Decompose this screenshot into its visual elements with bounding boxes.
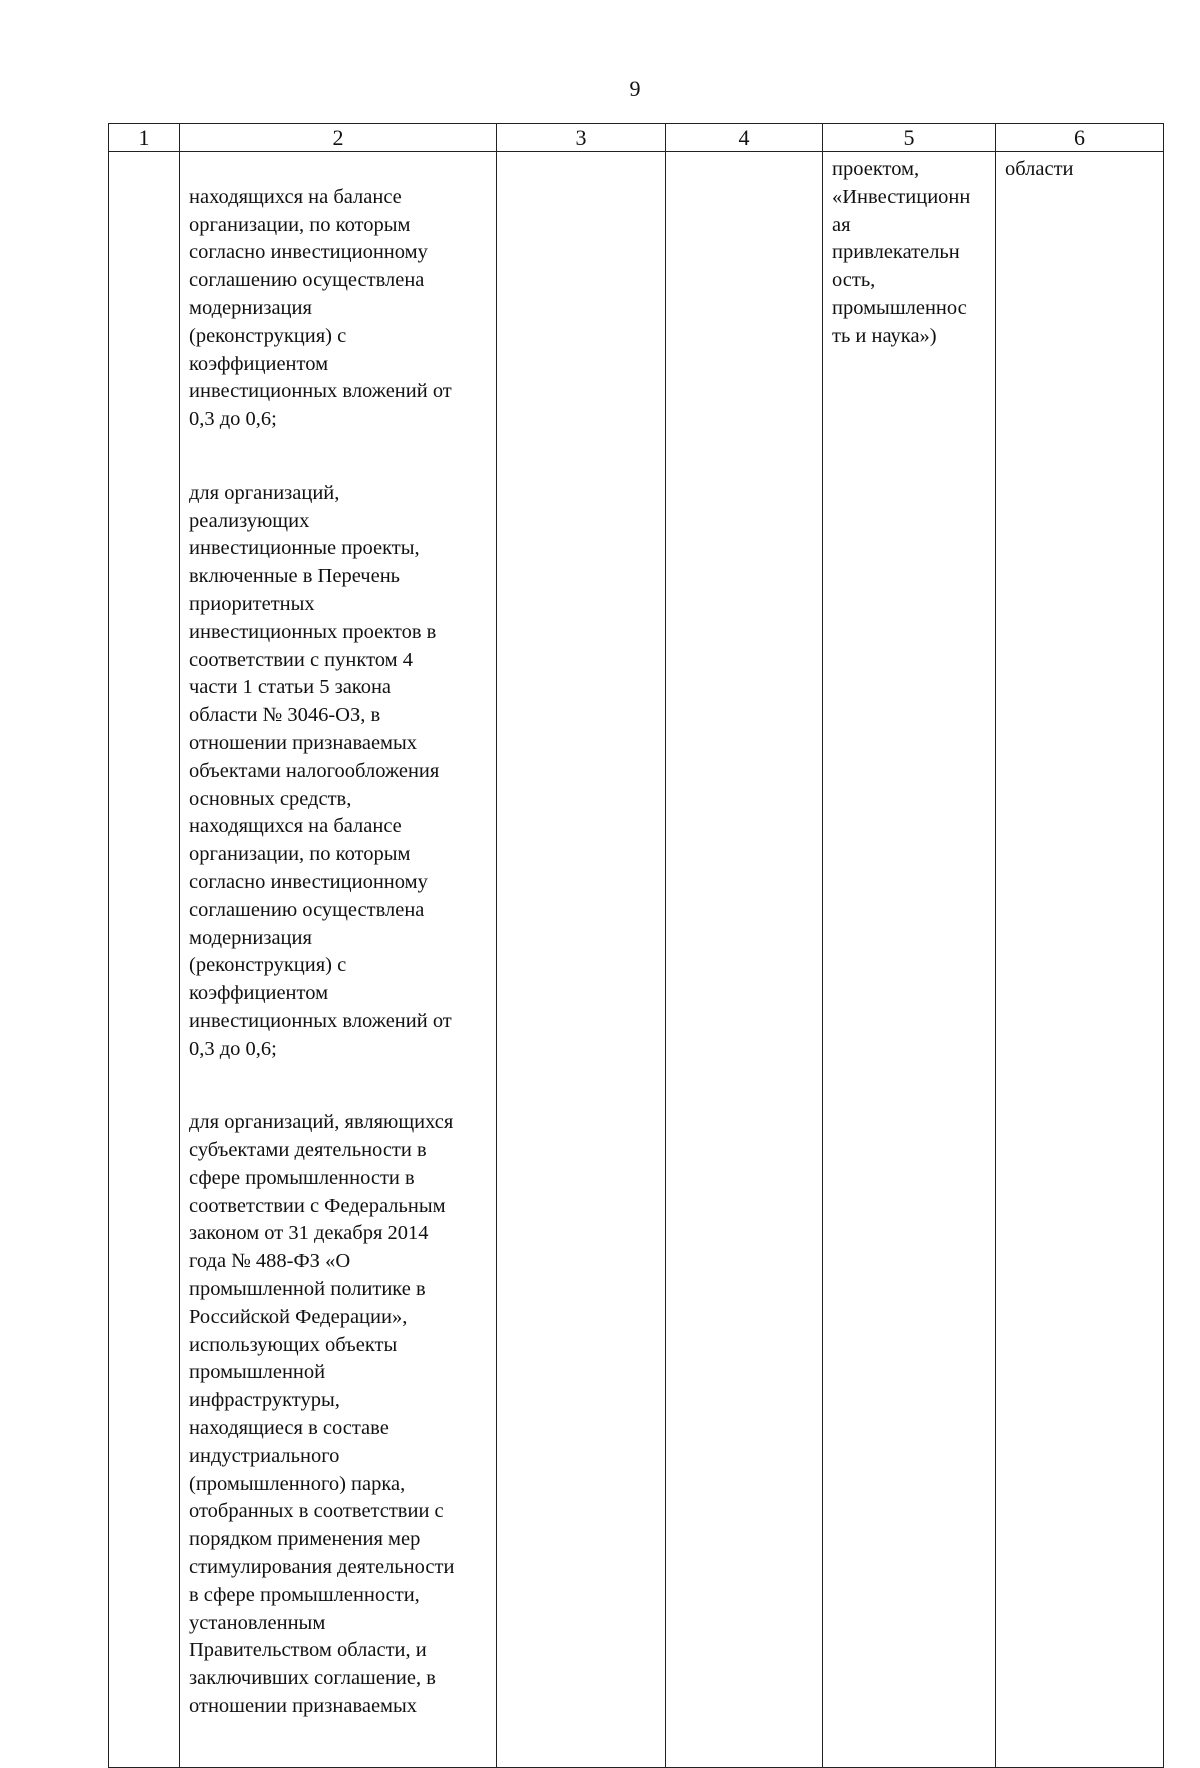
col2-content <box>180 152 496 1767</box>
cell-col-2 <box>180 152 497 1768</box>
table-row <box>109 152 1164 1768</box>
cell-col-6 <box>996 152 1164 1768</box>
table-header-row <box>109 124 1164 152</box>
column-header-4: 4 <box>666 124 823 152</box>
col5-text: проектом, «Инвестиционн ая привлекательн ость, промышленнос ть и наука») <box>832 158 971 347</box>
col2-paragraph-3: для организаций, являющихся субъектами деятельности в сфере промышленности в соответствии с Федеральным законом от 31 декабря 2014 года № 488-ФЗ «О промышленной политике в Российской Федерации», использующих объекты промышленной инфраструктуры, находящиеся в составе индустриального (промышленного) парка, отобранных в соответствии с порядком применения мер стимулирования деятельности в сфере промышленности, установленным Правительством области, и заключивших соглашение, в отношении признаваемых <box>189 1111 455 1718</box>
cell-col-3 <box>497 152 666 1768</box>
col2-paragraph-1: находящихся на балансе организации, по которым согласно инвестиционному соглашению осуществлена модернизация (реконструкция) с коэффициентом инвестиционных вложений от 0,3 до 0,6; <box>189 185 452 431</box>
cell-col-4 <box>666 152 823 1768</box>
cell-col-5 <box>823 152 996 1768</box>
column-header-3: 3 <box>497 124 666 152</box>
column-header-2: 2 <box>180 124 497 152</box>
column-header-5: 5 <box>823 124 996 152</box>
col2-paragraph-2: для организаций, реализующих инвестиционные проекты, включенные в Перечень приоритетных инвестиционных проектов в соответствии с пунктом 4 части 1 статьи 5 закона области № 3046-ОЗ, в отношении признаваемых объектами налогообложения основных средств, находящихся на балансе организации, по которым согласно инвестиционному соглашению осуществлена модернизация (реконструкция) с коэффициентом инвестиционных вложений от 0,3 до 0,6; <box>189 481 452 1060</box>
column-header-1: 1 <box>109 124 180 152</box>
cell-col-1 <box>109 152 180 1768</box>
column-header-6: 6 <box>996 124 1164 152</box>
col6-text: области <box>1005 158 1074 180</box>
document-table <box>108 123 1164 1768</box>
page-number: 9 <box>629 76 641 101</box>
